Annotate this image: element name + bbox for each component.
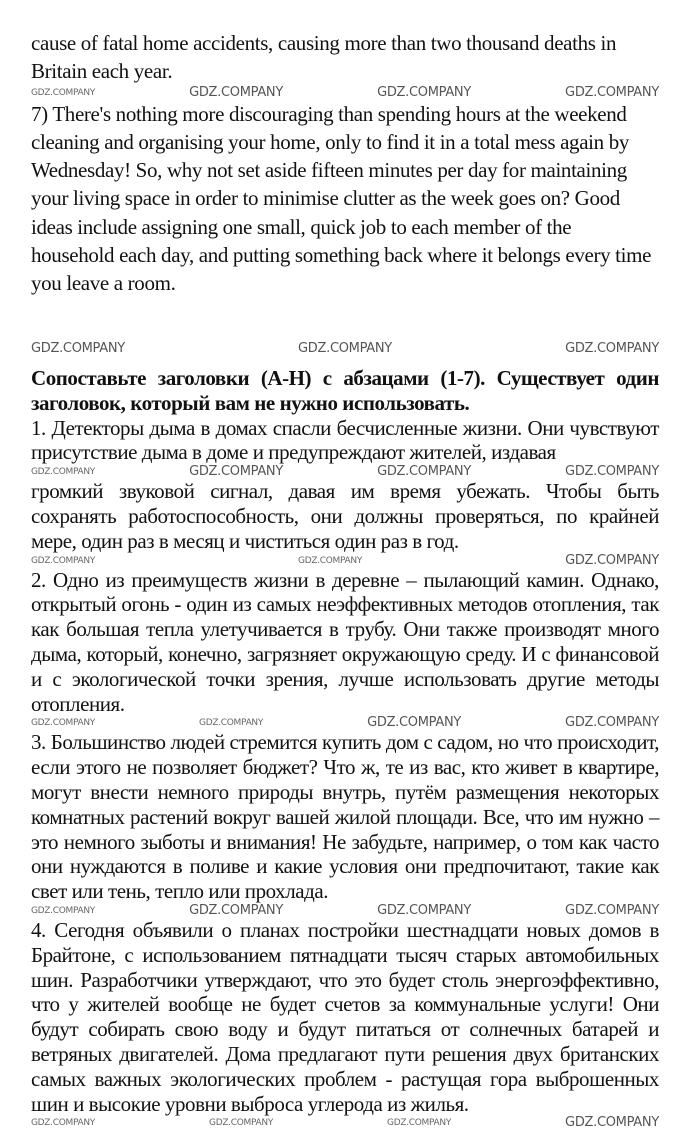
watermark: GDZ.COMPANY: [189, 903, 283, 919]
watermark: GDZ.COMPANY: [565, 552, 659, 568]
watermark-row: [31, 554, 659, 568]
watermark: GDZ.COMPANY: [189, 84, 283, 100]
task-instruction: Сопоставьте заголовки (A-H) с абзацами (1-7). Существует один заголовок, который вам не нужно использовать.: [31, 365, 659, 415]
english-text: [31, 29, 659, 298]
document-page: [31, 0, 659, 1130]
watermark: GDZ.COMPANY: [377, 84, 471, 100]
watermark: GDZ.COMPANY: [565, 1115, 659, 1131]
watermark-row: [31, 716, 659, 730]
watermark-row: [31, 1116, 659, 1130]
watermark: GDZ.COMPANY: [298, 555, 363, 566]
paragraph-1-lead: 1. Детекторы дыма в домах спасли бесчисленные жизни. Они чувствуют присутствие дыма в доме и предупреждают жителей, издавая: [31, 415, 659, 465]
watermark-row: [31, 904, 659, 918]
watermark: GDZ.COMPANY: [377, 903, 471, 919]
watermark: GDZ.COMPANY: [31, 906, 96, 917]
watermark: GDZ.COMPANY: [367, 715, 462, 731]
watermark: GDZ.COMPANY: [209, 1118, 274, 1129]
english-continuation: cause of fatal home accidents, causing more than two thousand deaths in Britain each year.: [31, 31, 617, 84]
paragraph-1-rest: громкий звуковой сигнал, давая им время убежать. Чтобы быть сохранять работоспособность, они должны проверяться, по крайней мере, один раз в месяц и чиститься один раз в год.: [31, 479, 659, 553]
watermark: GDZ.COMPANY: [565, 464, 659, 480]
watermark: GDZ.COMPANY: [565, 84, 659, 100]
paragraph-4: 4. Сегодня объявили о планах постройки шестнадцати новых домов в Брайтоне, с использованием пятнадцати тысяч старых автомобильных шин. Разработчики утверждают, что это будет столь энергоэффективно, что у жителей вообще не будет счетов за коммунальные услуги! Они будут собирать свою воду и будут питаться от солнечных батарей и ветряных двигателей. Дома предлагают пути решения двух британских самых важных экологических проблем - растущая гора выброшенных шин и высокие уровни выброса углерода из жилья.: [31, 918, 659, 1116]
watermark: GDZ.COMPANY: [31, 87, 96, 98]
paragraph-3: 3. Большинство людей стремится купить дом с садом, но что происходит, если этого не позволяет бюджет? Что ж, те из вас, кто живет в квартире, могут внести немного природы внутрь, путём размещения некоторых комнатных растений вокруг вашей жилой площади. Все, что им нужно – это немного зыботы и внимания! Не забудьте, например, о том как часто они нуждаются в поливе и какие условия они предпочитают, такие как свет или тень, тепло или прохлада.: [31, 730, 659, 904]
watermark: GDZ.COMPANY: [31, 718, 96, 729]
watermark: GDZ.COMPANY: [377, 464, 471, 480]
watermark: GDZ.COMPANY: [31, 1118, 96, 1129]
watermark: GDZ.COMPANY: [31, 555, 96, 566]
watermark: GDZ.COMPANY: [387, 1118, 452, 1129]
watermark-row: [31, 465, 659, 479]
paragraph-2: 2. Одно из преимуществ жизни в деревне – пылающий камин. Однако, открытый огонь - один из самых неэффективных методов отопления, так как большая тепла улетучивается в трубу. Они также производят много дыма, который, конечно, загрязняет окружающую среду. И с финансовой и с экологической точки зрения, лучше использовать другие методы отопления.: [31, 567, 659, 716]
watermark: GDZ.COMPANY: [199, 718, 264, 729]
watermark: GDZ.COMPANY: [298, 340, 392, 356]
watermark-row: [31, 86, 659, 100]
russian-section: [31, 366, 659, 1131]
watermark-row: [31, 342, 659, 356]
english-paragraph-7: 7) There's nothing more discouraging than spending hours at the weekend cleaning and organising your home, only to find it in a total mess again by Wednesday! So, why not set aside fifteen minutes per day for maintaining your living space in order to minimise clutter as the week goes on? Good ideas include assigning one small, quick job to each member of the household each day, and putting something back where it belongs every time you leave a room.: [31, 101, 652, 296]
watermark: GDZ.COMPANY: [31, 467, 96, 478]
watermark: GDZ.COMPANY: [31, 340, 125, 356]
watermark: GDZ.COMPANY: [189, 464, 283, 480]
watermark: GDZ.COMPANY: [565, 340, 659, 356]
watermark: GDZ.COMPANY: [565, 903, 659, 919]
watermark: GDZ.COMPANY: [565, 715, 659, 731]
